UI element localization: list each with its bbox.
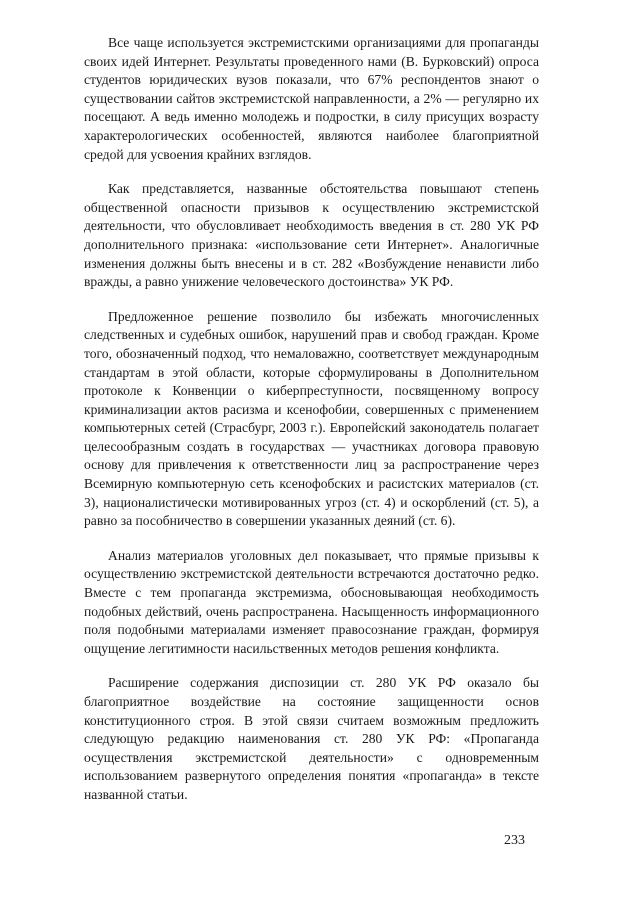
paragraph-internet-propaganda: Все чаще используется экстремистскими организациями для пропаганды своих идей Интернет. Результаты проведенного нами (В. Бурковский) опроса студентов юридических вузов показали, что 67% респондентов знают о существовании сайтов экстремистской направленности, а 2% — регулярно их посещают. А ведь именно молодежь и подростки, в силу присущих возрасту характерологических особенностей, являются наиболее благоприятной средой для усвоения крайних взглядов. xyxy=(84,35,539,162)
page-body xyxy=(84,34,539,805)
page-number: 233 xyxy=(504,833,525,848)
paragraph-disposition-extension: Расширение содержания диспозиции ст. 280 УК РФ оказало бы благоприятное воздействие на состояние защищенности основ конституционного строя. В этой связи считаем возможным предложить следующую редакцию наименования ст. 280 УК РФ: «Пропаганда осуществления экстремистской деятельности» с одновременным использованием развернутого определения понятия «пропаганда» в тексте названной статьи. xyxy=(84,675,539,802)
paragraph-proposed-solution: Предложенное решение позволило бы избежать многочисленных следственных и судебных ошибок, нарушений прав и свобод граждан. Кроме того, обозначенный подход, что немаловажно, соответствует международным стандартам в этой области, которые сформулированы в Дополнительном протоколе к Конвенции о киберпреступности, посвященному вопросу криминализации актов расизма и ксенофобии, совершенных с применением компьютерных сетей (Страсбург, 2003 г.). Европейский законодатель полагает целесообразным создать в государствах — участниках договора правовую основу для привлечения к ответственности лиц за распространение через Всемирную компьютерную сеть ксенофобских и расистских материалов (ст. 3), националистически мотивированных угроз (ст. 4) и оскорблений (ст. 5), а равно за пособничество в совершении указанных деяний (ст. 6). xyxy=(84,308,539,529)
paragraph-public-danger: Как представляется, названные обстоятельства повышают степень общественной опасности призывов к осуществлению экстремистской деятельности, что обусловливает необходимость введения в ст. 280 УК РФ дополнительного признака: «использование сети Интернет». Аналогичные изменения должны быть внесены и в ст. 282 «Возбуждение ненависти либо вражды, а равно унижение человеческого достоинства» УК РФ. xyxy=(84,181,539,290)
paragraph-case-analysis: Анализ материалов уголовных дел показывает, что прямые призывы к осуществлению экстремистской деятельности встречаются достаточно редко. Вместе с тем пропаганда экстремизма, обосновывающая необходимость подобных действий, очень распространена. Насыщенность информационного поля подобными материалами изменяет правосознание граждан, формируя ощущение легитимности насильственных методов решения конфликта. xyxy=(84,547,539,656)
